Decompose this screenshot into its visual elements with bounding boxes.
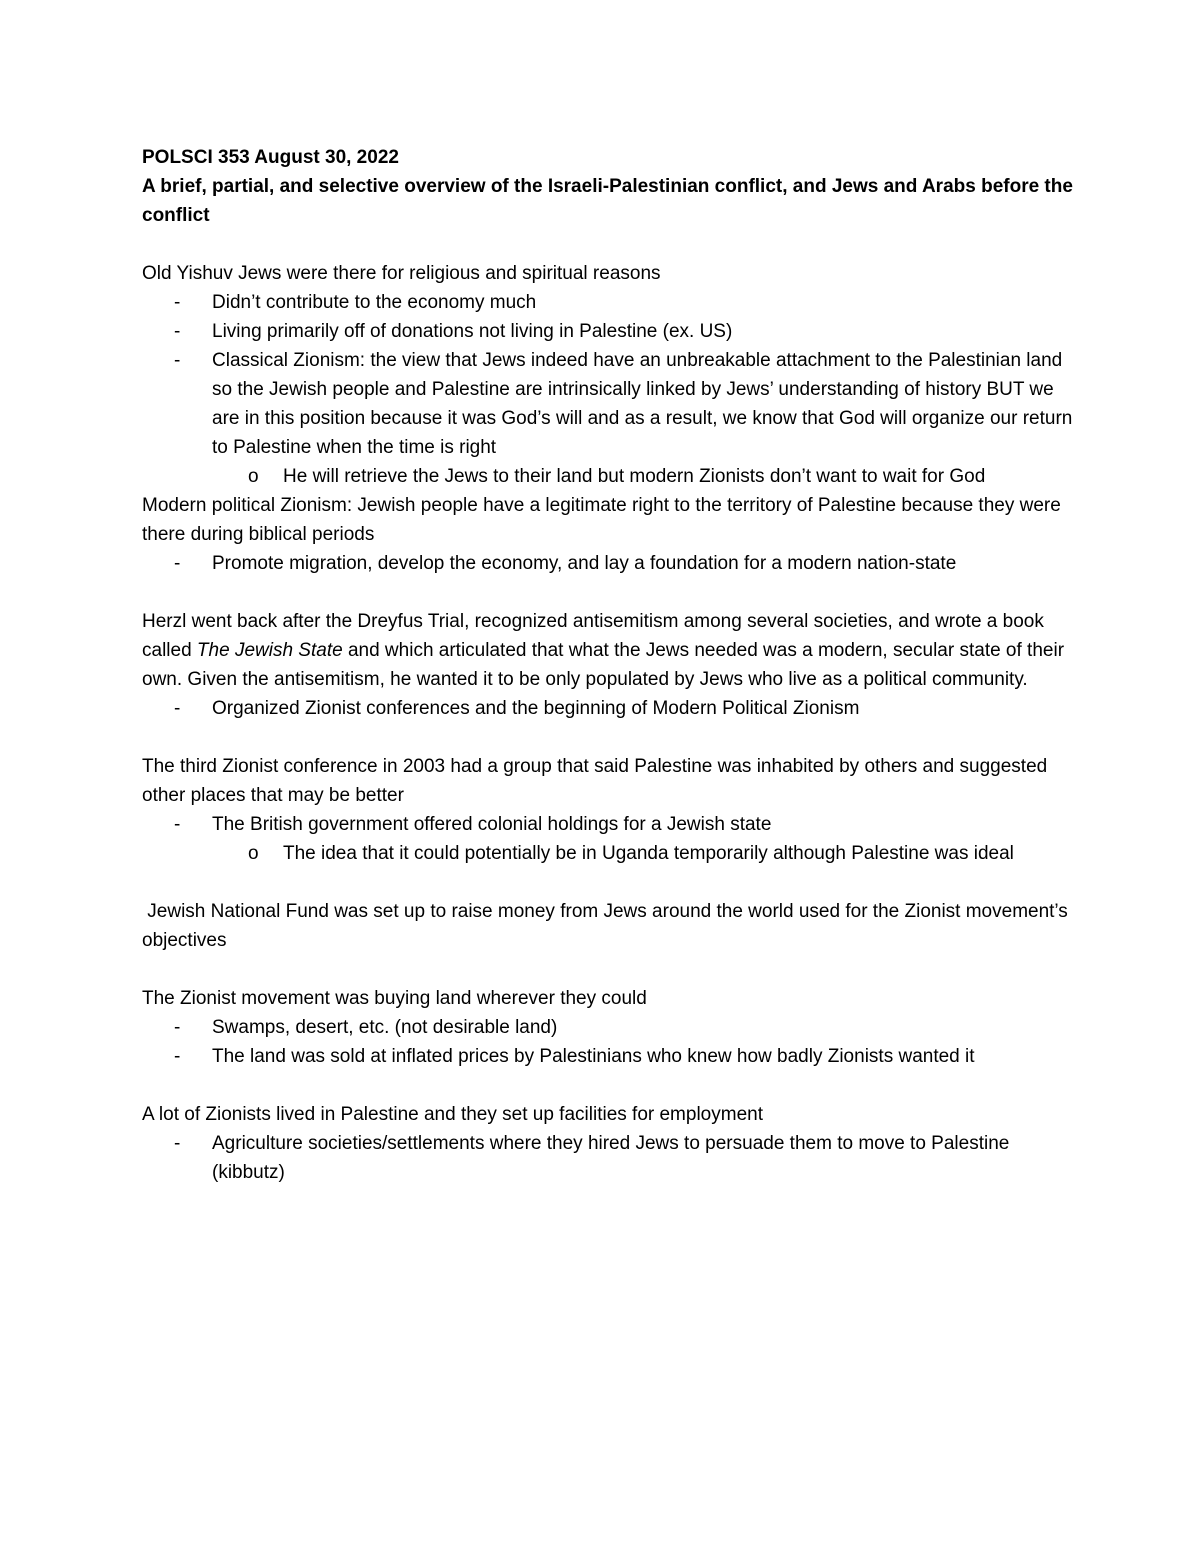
spacer — [142, 230, 1082, 259]
spacer — [142, 955, 1082, 984]
spacer — [142, 723, 1082, 752]
bullet-item: - Swamps, desert, etc. (not desirable land) — [142, 1013, 1082, 1042]
herzl-text-1: Herzl went back after the Dreyfus Trial, recognized antisemitism among several societies, and wrote a book called — [142, 611, 1044, 661]
bullet-list — [142, 288, 1082, 491]
section-herzl — [142, 607, 1082, 694]
bullet-item: - Living primarily off of donations not living in Palestine (ex. US) — [142, 317, 1082, 346]
document-subtitle: A brief, partial, and selective overview of the Israeli-Palestinian conflict, and Jews and Arabs before the conflict — [142, 176, 1073, 226]
section-modern-zionism: Modern political Zionism: Jewish people have a legitimate right to the territory of Palestine because they were there during biblical periods — [142, 495, 1061, 545]
bullet-list — [142, 694, 1082, 723]
spacer — [142, 868, 1082, 897]
bullet-item: - Promote migration, develop the economy, and lay a foundation for a modern nation-state — [142, 549, 1082, 578]
document-title: POLSCI 353 August 30, 2022 — [142, 147, 399, 168]
section-land-buying: The Zionist movement was buying land wherever they could — [142, 988, 647, 1009]
bullet-item: - Organized Zionist conferences and the beginning of Modern Political Zionism — [142, 694, 1082, 723]
bullet-list — [142, 549, 1082, 578]
section-jnf: Jewish National Fund was set up to raise money from Jews around the world used for the Zionist movement’s objectives — [142, 901, 1074, 951]
book-title: The Jewish State — [196, 640, 343, 661]
bullet-item: - The land was sold at inflated prices by Palestinians who knew how badly Zionists wanted it — [142, 1042, 1082, 1071]
bullet-list — [142, 1129, 1082, 1187]
spacer — [142, 578, 1082, 607]
section-third-conference: The third Zionist conference in 2003 had a group that said Palestine was inhabited by others and suggested other places that may be better — [142, 756, 1048, 806]
bullet-item: - Classical Zionism: the view that Jews indeed have an unbreakable attachment to the Palestinian land so the Jewish people and Palestine are intrinsically linked by Jews’ understanding of history BUT we are in this position because it was God’s will and as a result, we know that God will organize our return to Palestine when the time is right — [142, 346, 1082, 462]
section-old-yishuv: Old Yishuv Jews were there for religious and spiritual reasons — [142, 263, 661, 284]
bullet-item: - Didn’t contribute to the economy much — [142, 288, 1082, 317]
bullet-list — [142, 810, 1082, 868]
herzl-text-2: and which articulated that what the Jews needed was a modern, secular state of their own. Given the antisemitism, he wanted it to be only populated by Jews who live as a political community. — [142, 640, 1065, 690]
spacer — [142, 1071, 1082, 1100]
sub-bullet-item: o The idea that it could potentially be in Uganda temporarily although Palestine was ideal — [142, 839, 1082, 868]
document-page — [142, 143, 1082, 1187]
bullet-item: - Agriculture societies/settlements where they hired Jews to persuade them to move to Palestine (kibbutz) — [142, 1129, 1082, 1187]
sub-bullet-item: o He will retrieve the Jews to their land but modern Zionists don’t want to wait for God — [142, 462, 1082, 491]
section-employment: A lot of Zionists lived in Palestine and they set up facilities for employment — [142, 1104, 763, 1125]
bullet-item: - The British government offered colonial holdings for a Jewish state — [142, 810, 1082, 839]
bullet-list — [142, 1013, 1082, 1071]
